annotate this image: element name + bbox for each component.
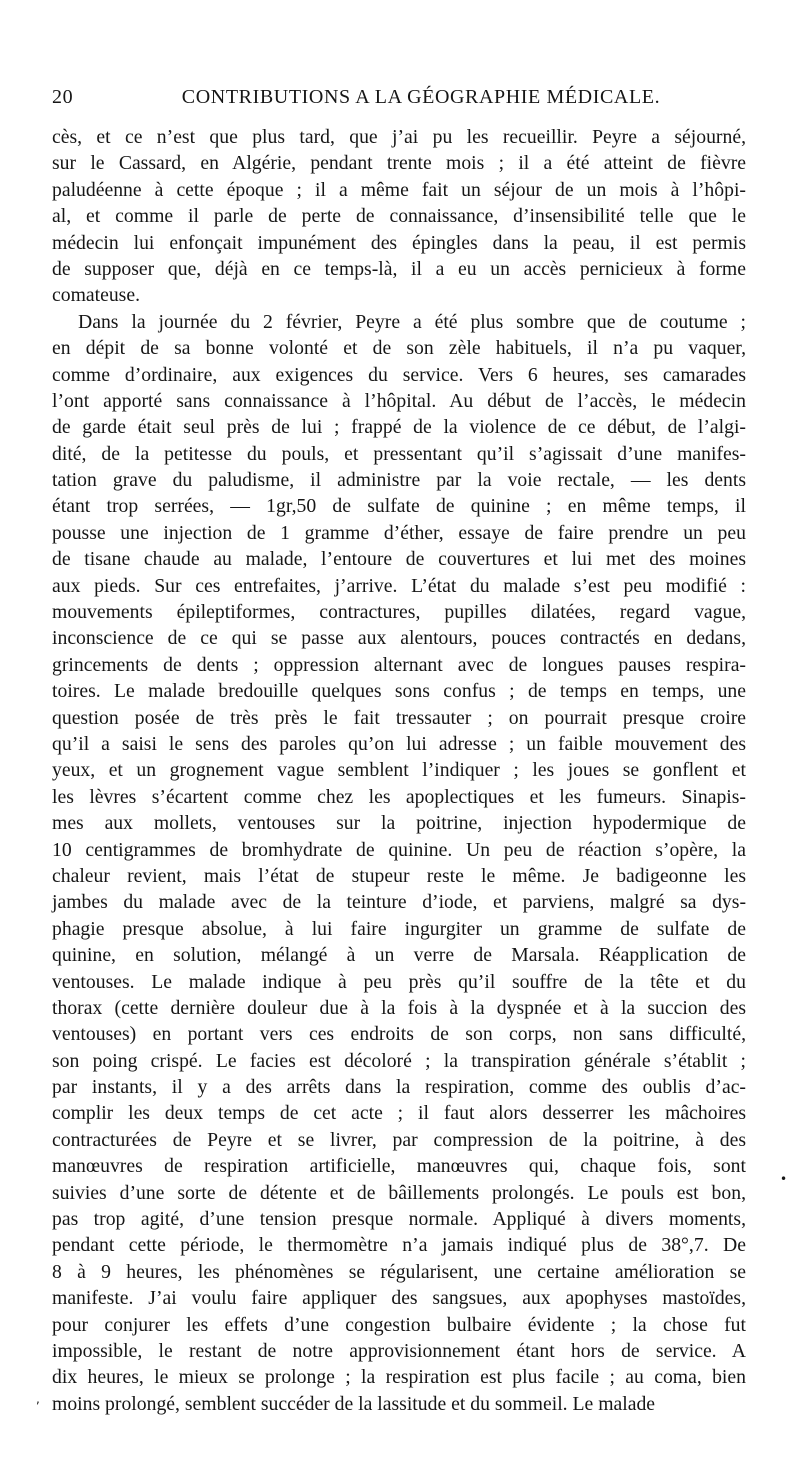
- text-line: l’ont apporté sans connaissance à l’hôpital. Au début de l’accès, le médecin: [52, 389, 746, 412]
- page-number: 20: [52, 86, 74, 108]
- text-line: de supposer que, déjà en ce temps-là, il a eu un accès pernicieux à forme: [52, 257, 746, 280]
- text-line: 8 à 9 heures, les phénomènes se régularisent, une certaine amélioration se: [52, 1260, 746, 1283]
- text-line: tation grave du paludisme, il administre par la voie rectale, — les dents: [52, 469, 746, 492]
- text-line: ventouses. Le malade indique à peu près qu’il souffre de la tête et du: [52, 970, 746, 993]
- text-line: cès, et ce n’est que plus tard, que j’ai pu les recueillir. Peyre a séjourné,: [52, 126, 746, 148]
- text-line: sur le Cassard, en Algérie, pendant trente mois ; il a été atteint de fièvre: [52, 152, 746, 175]
- text-line: les lèvres s’écartent comme chez les apoplectiques et les fumeurs. Sinapis-: [52, 785, 746, 808]
- text-line: qu’il a saisi le sens des paroles qu’on lui adresse ; un faible mouvement des: [52, 732, 746, 755]
- text-line: en dépit de sa bonne volonté et de son zèle habituels, il n’a pu vaquer,: [52, 337, 746, 360]
- margin-dot: •: [780, 1172, 788, 1186]
- text-line: complir les deux temps de cet acte ; il faut alors desserrer les mâchoires: [52, 1102, 746, 1125]
- text-line: dité, de la petitesse du pouls, et pressentant qu’il s’agissait d’une manifes-: [52, 442, 746, 465]
- text-line: 10 centigrammes de bromhydrate de quinine. Un peu de réaction s’opère, la: [52, 838, 746, 861]
- text-line: suivies d’une sorte de détente et de bâillements prolongés. Le pouls est bon,: [52, 1181, 746, 1204]
- text-line: mes aux mollets, ventouses sur la poitrine, injection hypodermique de: [52, 812, 746, 835]
- text-line: yeux, et un grognement vague semblent l’indiquer ; les joues se gonflent et: [52, 759, 746, 782]
- body-text: [52, 124, 746, 1417]
- page-header: [52, 86, 750, 114]
- text-line: toires. Le malade bredouille quelques sons confus ; de temps en temps, une: [52, 680, 746, 703]
- text-line: quinine, en solution, mélangé à un verre de Marsala. Réapplication de: [52, 944, 746, 967]
- text-line: pousse une injection de 1 gramme d’éther, essaye de faire prendre un peu: [52, 521, 746, 544]
- text-line: son poing crispé. Le facies est décoloré ; la transpiration générale s’établit ;: [52, 1049, 746, 1072]
- text-line: mouvements épileptiformes, contractures, pupilles dilatées, regard vague,: [52, 601, 746, 624]
- text-line: impossible, le restant de notre approvisionnement étant hors de service. A: [52, 1339, 746, 1362]
- text-line: contracturées de Peyre et se livrer, par compression de la poitrine, à des: [52, 1128, 746, 1151]
- text-line: pendant cette période, le thermomètre n’a jamais indiqué plus de 38°,7. De: [52, 1234, 746, 1257]
- text-line: moins prolongé, semblent succéder de la lassitude et du sommeil. Le malade: [52, 1392, 656, 1415]
- text-line: médecin lui enfonçait impunément des épingles dans la peau, il est permis: [52, 231, 746, 254]
- text-line: comateuse.: [52, 284, 141, 307]
- text-line: pas trop agité, d’une tension presque normale. Appliqué à divers moments,: [52, 1208, 746, 1231]
- text-line: chaleur revient, mais l’état de stupeur reste le même. Je badigeonne les: [52, 864, 746, 887]
- text-line: inconscience de ce qui se passe aux alentours, pouces contractés en dedans,: [52, 627, 746, 650]
- text-line: grincements de dents ; oppression alternant avec de longues pauses respira-: [52, 653, 746, 676]
- text-line: aux pieds. Sur ces entrefaites, j’arrive. L’état du malade s’est peu modifié :: [52, 574, 746, 597]
- text-line: pour conjurer les effets d’une congestion bulbaire évidente ; la chose fut: [52, 1313, 746, 1336]
- text-line: manifeste. J’ai voulu faire appliquer des sangsues, aux apophyses mastoïdes,: [52, 1287, 746, 1310]
- text-line: thorax (cette dernière douleur due à la fois à la dyspnée et à la succion des: [52, 996, 746, 1019]
- text-line: al, et comme il parle de perte de connaissance, d’insensibilité telle que le: [52, 205, 746, 228]
- text-line: phagie presque absolue, à lui faire ingurgiter un gramme de sulfate de: [52, 917, 746, 940]
- text-line: question posée de très près le fait tressauter ; on pourrait presque croire: [52, 706, 746, 729]
- margin-comma: ,: [36, 1392, 40, 1406]
- text-line: comme d’ordinaire, aux exigences du service. Vers 6 heures, ses camarades: [52, 363, 746, 386]
- text-line: de garde était seul près de lui ; frappé de la violence de ce début, de l’algi-: [52, 416, 746, 439]
- text-line: ventouses) en portant vers ces endroits de son corps, non sans difficulté,: [52, 1023, 746, 1046]
- text-line: de tisane chaude au malade, l’entoure de couvertures et lui met des moines: [52, 548, 746, 571]
- text-line: Dans la journée du 2 février, Peyre a été plus sombre que de coutume ;: [78, 310, 746, 333]
- text-line: étant trop serrées, — 1gr,50 de sulfate de quinine ; en même temps, il: [52, 495, 746, 518]
- text-line: paludéenne à cette époque ; il a même fait un séjour de un mois à l’hôpi-: [52, 178, 746, 201]
- text-line: manœuvres de respiration artificielle, manœuvres qui, chaque fois, sont: [52, 1155, 746, 1178]
- text-line: par instants, il y a des arrêts dans la respiration, comme des oublis d’ac-: [52, 1076, 746, 1099]
- text-line: jambes du malade avec de la teinture d’iode, et parviens, malgré sa dys-: [52, 891, 746, 914]
- text-line: dix heures, le mieux se prolonge ; la respiration est plus facile ; au coma, bien: [52, 1366, 746, 1389]
- running-title: CONTRIBUTIONS A LA GÉOGRAPHIE MÉDICALE.: [181, 86, 661, 108]
